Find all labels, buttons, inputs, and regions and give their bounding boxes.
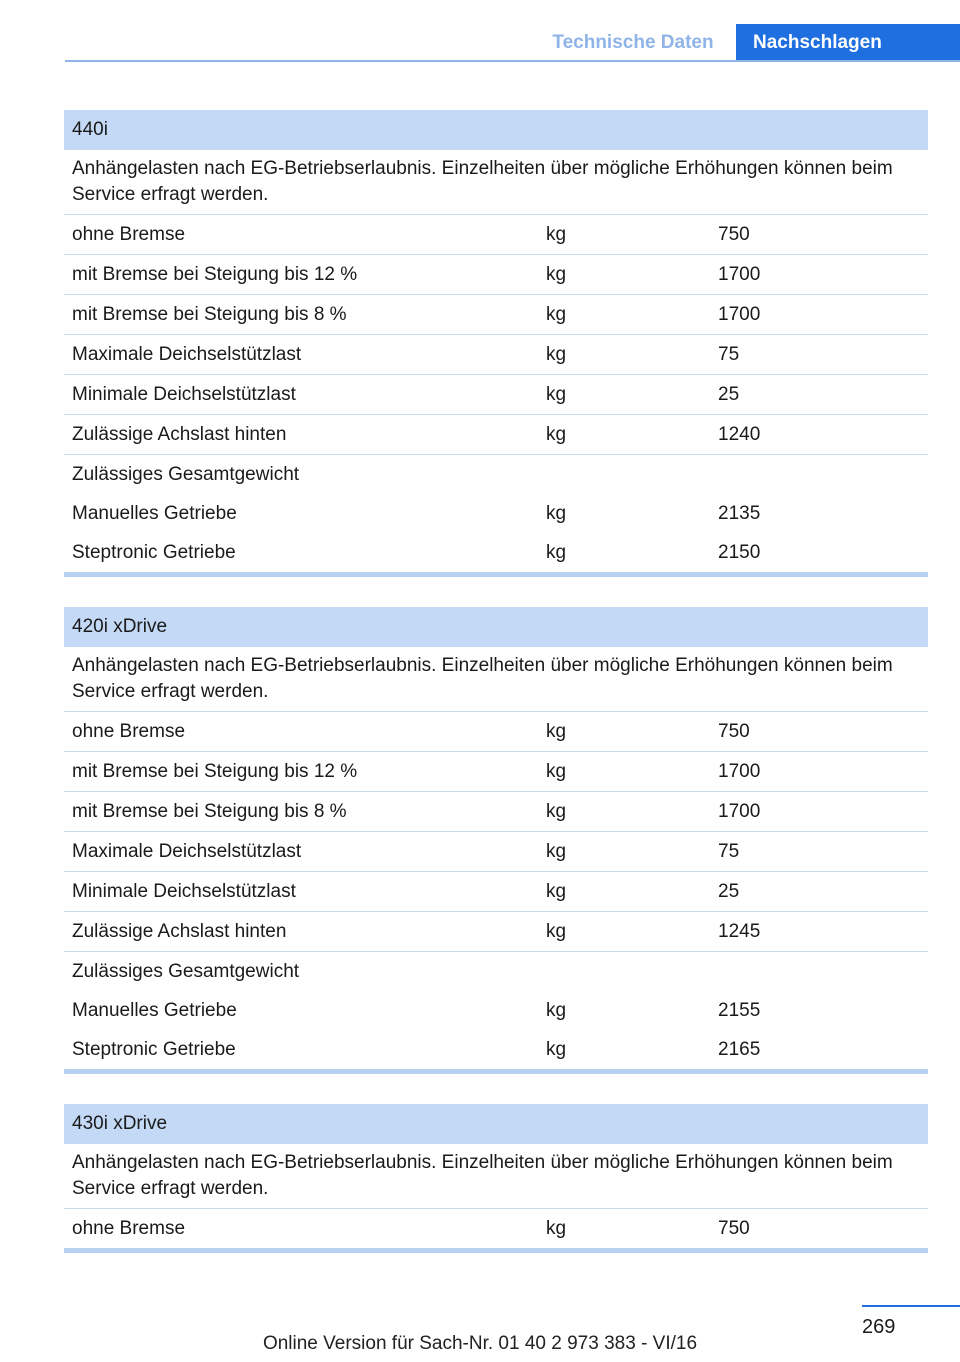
row-unit: kg bbox=[546, 424, 567, 445]
row-unit: kg bbox=[546, 1218, 567, 1239]
page-header bbox=[0, 0, 960, 62]
table-row bbox=[64, 912, 928, 952]
row-unit: kg bbox=[546, 304, 567, 325]
row-value: 75 bbox=[718, 344, 740, 365]
row-label: Minimale Deichselstützlast bbox=[72, 881, 296, 902]
table-row bbox=[64, 752, 928, 792]
row-value: 1700 bbox=[718, 761, 761, 782]
row-label: Maximale Deichselstützlast bbox=[72, 344, 302, 365]
row-value: 750 bbox=[718, 224, 750, 245]
table-row bbox=[64, 991, 928, 1030]
table-row bbox=[64, 494, 928, 533]
row-unit: kg bbox=[546, 344, 567, 365]
table-row bbox=[64, 1030, 928, 1069]
row-unit: kg bbox=[546, 1000, 567, 1021]
footer-version-text: Online Version für Sach-Nr. 01 40 2 973 383 - VI/16 bbox=[262, 1333, 698, 1354]
table-row bbox=[64, 712, 928, 752]
row-value: 750 bbox=[718, 1218, 750, 1239]
row-unit: kg bbox=[546, 384, 567, 405]
row-unit: kg bbox=[546, 801, 567, 822]
row-label: Steptronic Getriebe bbox=[72, 542, 236, 563]
row-unit: kg bbox=[546, 1039, 567, 1060]
row-label: Maximale Deichselstützlast bbox=[72, 841, 302, 862]
row-label: mit Bremse bei Steigung bis 12 % bbox=[72, 264, 358, 285]
row-value: 2155 bbox=[718, 1000, 761, 1021]
row-unit: kg bbox=[546, 503, 567, 524]
row-label: Manuelles Getriebe bbox=[72, 503, 237, 524]
group-label: Zulässiges Gesamtgewicht bbox=[72, 464, 300, 485]
row-unit: kg bbox=[546, 881, 567, 902]
table-row bbox=[64, 832, 928, 872]
table-row bbox=[64, 375, 928, 415]
group-label-row bbox=[64, 455, 928, 494]
row-value: 1700 bbox=[718, 264, 761, 285]
section-tab: Technische Daten bbox=[552, 32, 714, 53]
row-value: 25 bbox=[718, 384, 740, 405]
row-label: Zulässige Achslast hinten bbox=[72, 424, 287, 445]
spec-table-430i-xdrive bbox=[64, 1104, 928, 1253]
row-label: Zulässige Achslast hinten bbox=[72, 921, 287, 942]
table-row bbox=[64, 1209, 928, 1248]
table-row bbox=[64, 415, 928, 455]
row-value: 1700 bbox=[718, 304, 761, 325]
table-row bbox=[64, 295, 928, 335]
row-unit: kg bbox=[546, 841, 567, 862]
table-end-bar bbox=[64, 1069, 928, 1074]
row-label: ohne Bremse bbox=[72, 1218, 186, 1239]
row-unit: kg bbox=[546, 224, 567, 245]
row-value: 2150 bbox=[718, 542, 761, 563]
row-unit: kg bbox=[546, 542, 567, 563]
table-row bbox=[64, 872, 928, 912]
table-title: 430i xDrive bbox=[64, 1104, 928, 1144]
row-value: 2165 bbox=[718, 1039, 761, 1060]
row-label: ohne Bremse bbox=[72, 224, 186, 245]
table-title: 420i xDrive bbox=[64, 607, 928, 647]
chapter-tab: Nachschlagen bbox=[736, 24, 960, 62]
row-value: 1700 bbox=[718, 801, 761, 822]
table-note: Anhängelasten nach EG-Betriebserlaubnis. Einzelheiten über mögliche Erhöhungen können beim Service erfragt werden. bbox=[64, 647, 928, 712]
table-note: Anhängelasten nach EG-Betriebserlaubnis. Einzelheiten über mögliche Erhöhungen können beim Service erfragt werden. bbox=[64, 1144, 928, 1209]
row-value: 2135 bbox=[718, 503, 761, 524]
row-label: Steptronic Getriebe bbox=[72, 1039, 236, 1060]
spec-table-440i bbox=[64, 110, 928, 577]
row-unit: kg bbox=[546, 264, 567, 285]
row-value: 750 bbox=[718, 721, 750, 742]
footer-rule bbox=[862, 1305, 960, 1307]
row-value: 1240 bbox=[718, 424, 761, 445]
group-label-row bbox=[64, 952, 928, 991]
table-row bbox=[64, 335, 928, 375]
row-label: mit Bremse bei Steigung bis 8 % bbox=[72, 304, 347, 325]
page-number: 269 bbox=[862, 1316, 896, 1338]
row-value: 75 bbox=[718, 841, 740, 862]
table-row bbox=[64, 215, 928, 255]
row-label: Manuelles Getriebe bbox=[72, 1000, 237, 1021]
table-end-bar bbox=[64, 1248, 928, 1253]
row-unit: kg bbox=[546, 721, 567, 742]
spec-table-420i-xdrive bbox=[64, 607, 928, 1074]
table-title: 440i bbox=[64, 110, 928, 150]
table-row bbox=[64, 255, 928, 295]
row-label: mit Bremse bei Steigung bis 8 % bbox=[72, 801, 347, 822]
header-rule bbox=[65, 60, 960, 62]
table-row bbox=[64, 533, 928, 572]
table-end-bar bbox=[64, 572, 928, 577]
table-note: Anhängelasten nach EG-Betriebserlaubnis. Einzelheiten über mögliche Erhöhungen können beim Service erfragt werden. bbox=[64, 150, 928, 215]
row-unit: kg bbox=[546, 761, 567, 782]
row-label: mit Bremse bei Steigung bis 12 % bbox=[72, 761, 358, 782]
row-unit: kg bbox=[546, 921, 567, 942]
row-value: 25 bbox=[718, 881, 740, 902]
row-label: Minimale Deichselstützlast bbox=[72, 384, 296, 405]
group-label: Zulässiges Gesamtgewicht bbox=[72, 961, 300, 982]
row-value: 1245 bbox=[718, 921, 761, 942]
row-label: ohne Bremse bbox=[72, 721, 186, 742]
table-row bbox=[64, 792, 928, 832]
